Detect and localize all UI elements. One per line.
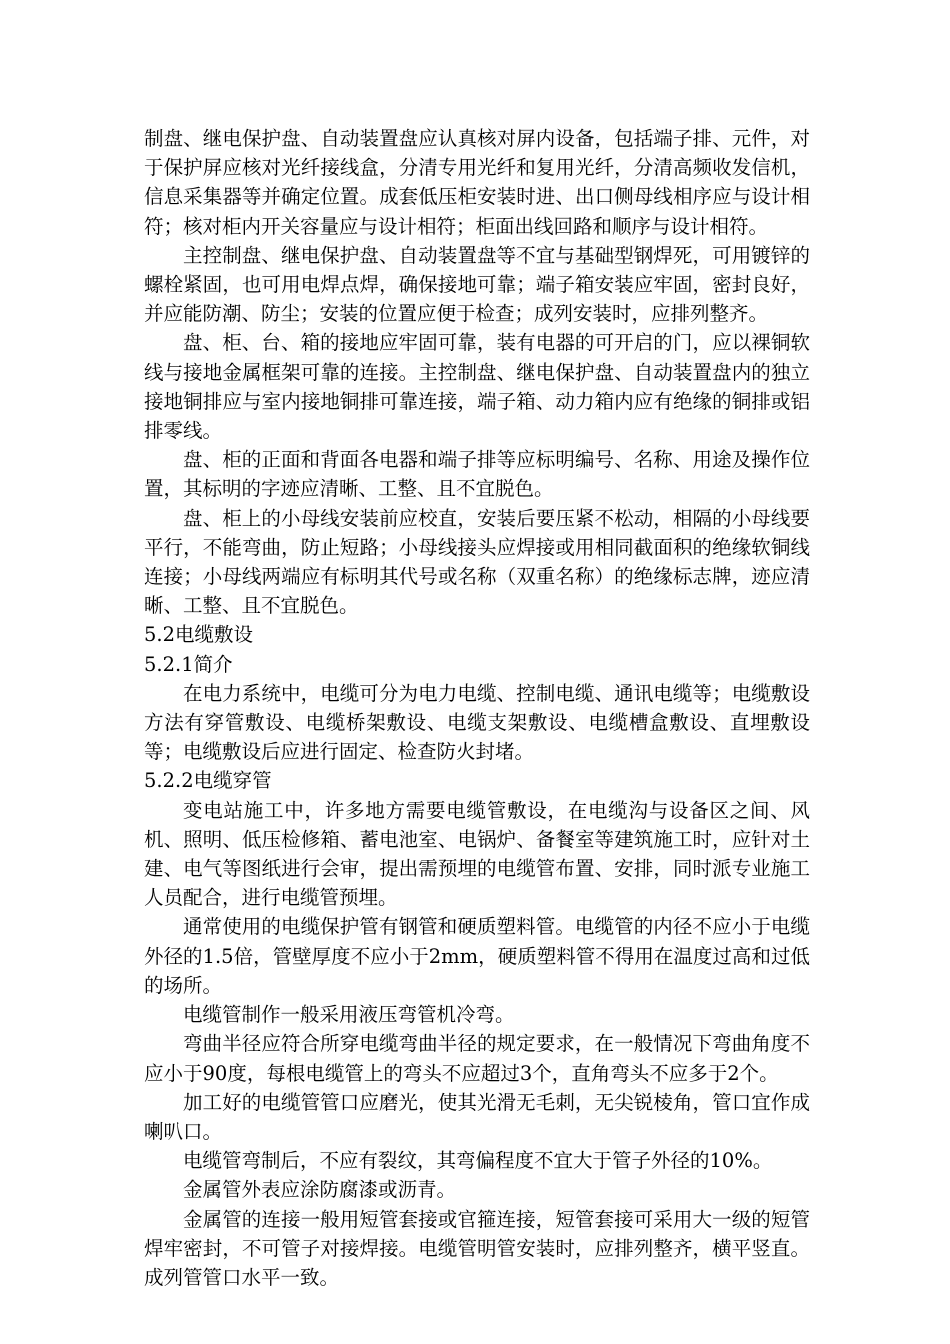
body-paragraph: 制盘、继电保护盘、自动装置盘应认真核对屏内设备，包括端子排、元件，对于保护屏应核对光纤接线盒，分清专用光纤和复用光纤，分清高频收发信机，信息采集器等并确定位置。成套低压柜安装时进、出口侧母线相序应与设计相符；核对柜内开关容量应与设计相符；柜面出线回路和顺序与设计相符。 [144,127,810,238]
document-page [144,124,810,1292]
section-heading: 5.2电缆敷设 [144,623,254,647]
body-paragraph: 盘、柜、台、箱的接地应牢固可靠，装有电器的可开启的门，应以裸铜软线与接地金属框架可靠的连接。主控制盘、继电保护盘、自动装置盘内的独立接地铜排应与室内接地铜排可靠连接，端子箱、动力箱内应有绝缘的铜排或铝排零线。 [144,331,810,443]
body-paragraph: 在电力系统中，电缆可分为电力电缆、控制电缆、通讯电缆等；电缆敷设方法有穿管敷设、电缆桥架敷设、电缆支架敷设、电缆槽盒敷设、直埋敷设等；电缆敷设后应进行固定、检查防火封堵。 [144,681,810,764]
body-paragraph: 金属管的连接一般用短管套接或官箍连接，短管套接可采用大一级的短管焊牢密封，不可管子对接焊接。电缆管明管安装时，应排列整齐，横平竖直。成列管管口水平一致。 [144,1207,810,1289]
body-paragraph: 通常使用的电缆保护管有钢管和硬质塑料管。电缆管的内径不应小于电缆外径的1.5倍，管壁厚度不应小于2mm，硬质塑料管不得用在温度过高和过低的场所。 [144,915,810,997]
body-paragraph: 主控制盘、继电保护盘、自动装置盘等不宜与基础型钢焊死，可用镀锌的螺栓紧固，也可用电焊点焊，确保接地可靠；端子箱安装应牢固，密封良好，并应能防潮、防尘；安装的位置应便于检查；成列安装时，应排列整齐。 [144,243,810,326]
body-paragraph: 盘、柜的正面和背面各电器和端子排等应标明编号、名称、用途及操作位置，其标明的字迹应清晰、工整、且不宜脱色。 [144,448,810,501]
body-paragraph: 变电站施工中，许多地方需要电缆管敷设，在电缆沟与设备区之间、风机、照明、低压检修箱、蓄电池室、电锅炉、备餐室等建筑施工时，应针对土建、电气等图纸进行会审，提出需预埋的电缆管布置、安排，同时派专业施工人员配合，进行电缆管预埋。 [144,798,810,910]
body-paragraph: 盘、柜上的小母线安装前应校直，安装后要压紧不松动，相隔的小母线要平行，不能弯曲，防止短路；小母线接头应焊接或用相同截面积的绝缘软铜线连接；小母线两端应有标明其代号或名称（双重名称）的绝缘标志牌，迹应清晰、工整、且不宜脱色。 [144,506,810,618]
body-paragraph: 金属管外表应涂防腐漆或沥青。 [183,1178,457,1202]
body-paragraph: 加工好的电缆管管口应磨光，使其光滑无毛刺，无尖锐棱角，管口宜作成喇叭口。 [144,1090,810,1143]
subsection-heading: 5.2.2电缆穿管 [144,769,272,793]
body-paragraph: 电缆管制作一般采用液压弯管机冷弯。 [183,1003,515,1027]
body-paragraph: 弯曲半径应符合所穿电缆弯曲半径的规定要求，在一般情况下弯曲角度不应小于90度，每根电缆管上的弯头不应超过3个，直角弯头不应多于2个。 [144,1032,810,1085]
body-paragraph: 电缆管弯制后，不应有裂纹，其弯偏程度不宜大于管子外径的10%。 [183,1149,773,1173]
subsection-heading: 5.2.1简介 [144,652,233,676]
